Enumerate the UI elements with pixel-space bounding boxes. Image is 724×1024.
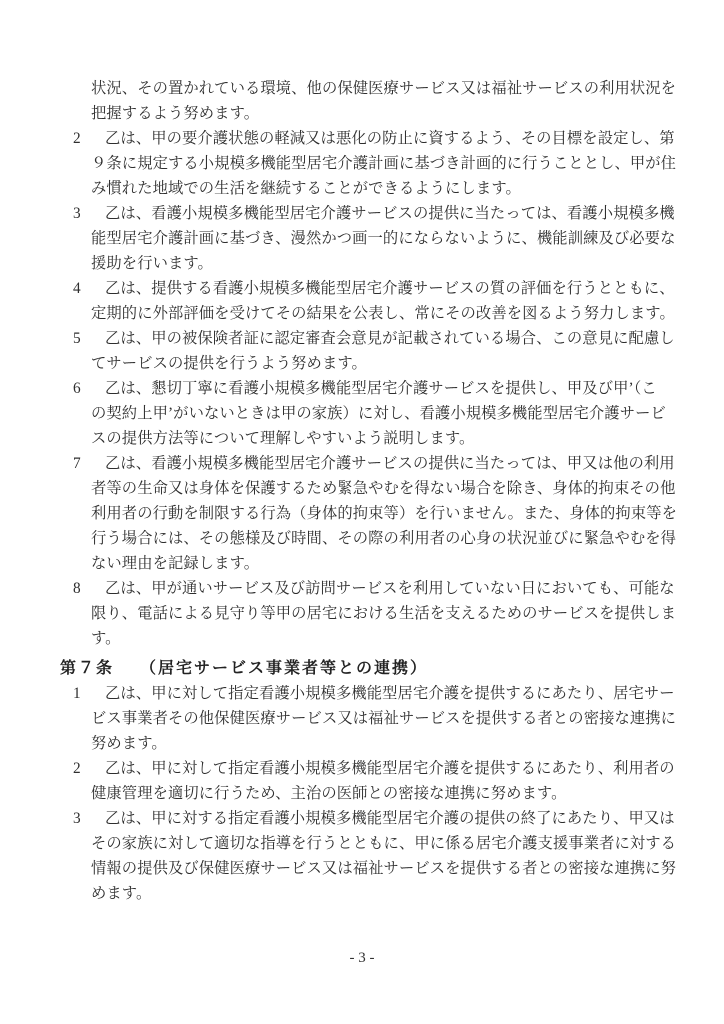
text-line-content: 乙は、看護小規模多機能型居宅介護サービスの提供に当たっては、看護小規模多機: [105, 205, 675, 222]
text-line: [60, 731, 680, 756]
text-line-content: 乙は、懇切丁寧に看護小規模多機能型居宅介護サービスを提供し、甲及び甲’（こ: [105, 380, 657, 397]
clause-item: [60, 376, 680, 451]
text-line-content: 能型居宅介護計画に基づき、漫然かつ画一的にならないように、機能訓練及び必要な: [91, 230, 676, 247]
item-number: 1: [73, 685, 81, 702]
text-line-content: の契約上甲’がいないときは甲の家族）に対し、看護小規模多機能型居宅介護サービ: [91, 405, 666, 422]
clause-item: [60, 326, 680, 376]
text-line: [60, 856, 680, 881]
section-heading-title: （居宅サービス事業者等との連携）: [140, 660, 429, 677]
text-line: [60, 401, 680, 426]
text-line: [60, 276, 680, 301]
text-line-content: す。: [91, 630, 121, 647]
text-line-content: 限り、電話による見守り等甲の居宅における生活を支えるためのサービスを提供しま: [91, 605, 677, 622]
clause-item: [60, 576, 680, 651]
page-number: - 3 -: [349, 950, 375, 966]
text-line-content: 乙は、甲の要介護状態の軽減又は悪化の防止に資するよう、その目標を設定し、第: [105, 130, 675, 147]
clause-item: [60, 681, 680, 756]
text-line-content: 健康管理を適切に行うため、主治の医師との密接な連携に努めます。: [91, 785, 567, 802]
text-line-content: 乙は、甲が通いサービス及び訪問サービスを利用していない日においても、可能な: [105, 580, 675, 597]
item-number: 8: [73, 580, 81, 597]
text-line-content: 把握するよう努めます。: [91, 105, 260, 122]
text-line: [60, 881, 680, 906]
text-line: [60, 451, 680, 476]
text-line-content: 情報の提供及び保健医療サービス又は福祉サービスを提供する者との密接な連携に努: [91, 860, 677, 877]
text-line-content: 乙は、甲に対する指定看護小規模多機能型居宅介護の提供の終了にあたり、甲又は: [105, 810, 675, 827]
text-line-content: 利用者の行動を制限する行為（身体的拘束等）を行いません。また、身体的拘束等を: [91, 505, 678, 522]
text-line: [60, 501, 680, 526]
text-line-content: 努めます。: [91, 735, 167, 752]
text-line: [60, 151, 680, 176]
text-line-content: 行う場合には、その態様及び時間、その際の利用者の心身の状況並びに緊急やむを得: [91, 530, 677, 547]
text-line: [60, 201, 680, 226]
section-heading-number: 第７条: [60, 660, 115, 677]
text-line-content: 者等の生命又は身体を保護するため緊急やむを得ない場合を除き、身体的拘束その他: [91, 480, 676, 497]
item-number: 4: [73, 280, 81, 297]
text-line-content: み慣れた地域での生活を継続することができるようにします。: [91, 180, 521, 197]
contract-body: [60, 76, 680, 906]
text-line-content: 状況、その置かれている環境、他の保健医療サービス又は福祉サービスの利用状況を: [91, 80, 677, 97]
item-number: 5: [73, 330, 81, 347]
text-line: [60, 681, 680, 706]
text-line: [60, 326, 680, 351]
text-line: [60, 706, 680, 731]
text-line: [60, 76, 680, 101]
text-line-content: 定期的に外部評価を受けてその結果を公表し、常にその改善を図るよう努力します。: [91, 305, 675, 322]
text-line-content: その家族に対して適切な指導を行うとともに、甲に係る居宅介護支援事業者に対する: [91, 835, 677, 852]
text-line-content: 乙は、甲に対して指定看護小規模多機能型居宅介護を提供するにあたり、居宅サー: [105, 685, 675, 702]
text-line: [60, 126, 680, 151]
clause-item: [60, 126, 680, 201]
item-number: 3: [73, 205, 81, 222]
paragraph: [60, 76, 680, 126]
text-line-content: 乙は、甲の被保険者証に認定審査会意見が記載されている場合、この意見に配慮し: [105, 330, 675, 347]
item-number: 2: [73, 130, 81, 147]
clause-item: [60, 806, 680, 906]
text-line: [60, 101, 680, 126]
text-line-content: ビス事業者その他保健医療サービス又は福祉サービスを提供する者との密接な連携に: [91, 710, 677, 727]
text-line: [60, 351, 680, 376]
text-line-content: 援助を行います。: [91, 255, 213, 272]
text-line-content: 乙は、看護小規模多機能型居宅介護サービスの提供に当たっては、甲又は他の利用: [105, 455, 675, 472]
text-line: [60, 576, 680, 601]
text-line: [60, 226, 680, 251]
text-line: [60, 601, 680, 626]
text-line: [60, 526, 680, 551]
text-line: [60, 251, 680, 276]
section-heading: [60, 656, 680, 681]
text-line: [60, 476, 680, 501]
item-number: 7: [73, 455, 81, 472]
item-number: 3: [73, 810, 81, 827]
text-line-content: 乙は、甲に対して指定看護小規模多機能型居宅介護を提供するにあたり、利用者の: [105, 760, 675, 777]
text-line: [60, 626, 680, 651]
text-line-content: ない理由を記録します。: [91, 555, 260, 572]
clause-item: [60, 756, 680, 806]
text-line: [60, 756, 680, 781]
text-line-content: てサービスの提供を行うよう努めます。: [91, 355, 367, 372]
text-line-content: めます。: [91, 885, 152, 902]
text-line-content: ９条に規定する小規模多機能型居宅介護計画に基づき計画的に行うこととし、甲が住: [91, 155, 677, 172]
text-line: [60, 301, 680, 326]
item-number: 2: [73, 760, 81, 777]
clause-item: [60, 276, 680, 326]
text-line-content: 乙は、提供する看護小規模多機能型居宅介護サービスの質の評価を行うとともに、: [105, 280, 675, 297]
text-line: [60, 551, 680, 576]
text-line: [60, 781, 680, 806]
text-line: [60, 426, 680, 451]
text-line: [60, 176, 680, 201]
text-line-content: スの提供方法等について理解しやすいよう説明します。: [91, 430, 475, 447]
text-line: [60, 831, 680, 856]
item-number: 6: [73, 380, 81, 397]
text-line: [60, 376, 680, 401]
clause-item: [60, 451, 680, 576]
text-line: [60, 806, 680, 831]
clause-item: [60, 201, 680, 276]
